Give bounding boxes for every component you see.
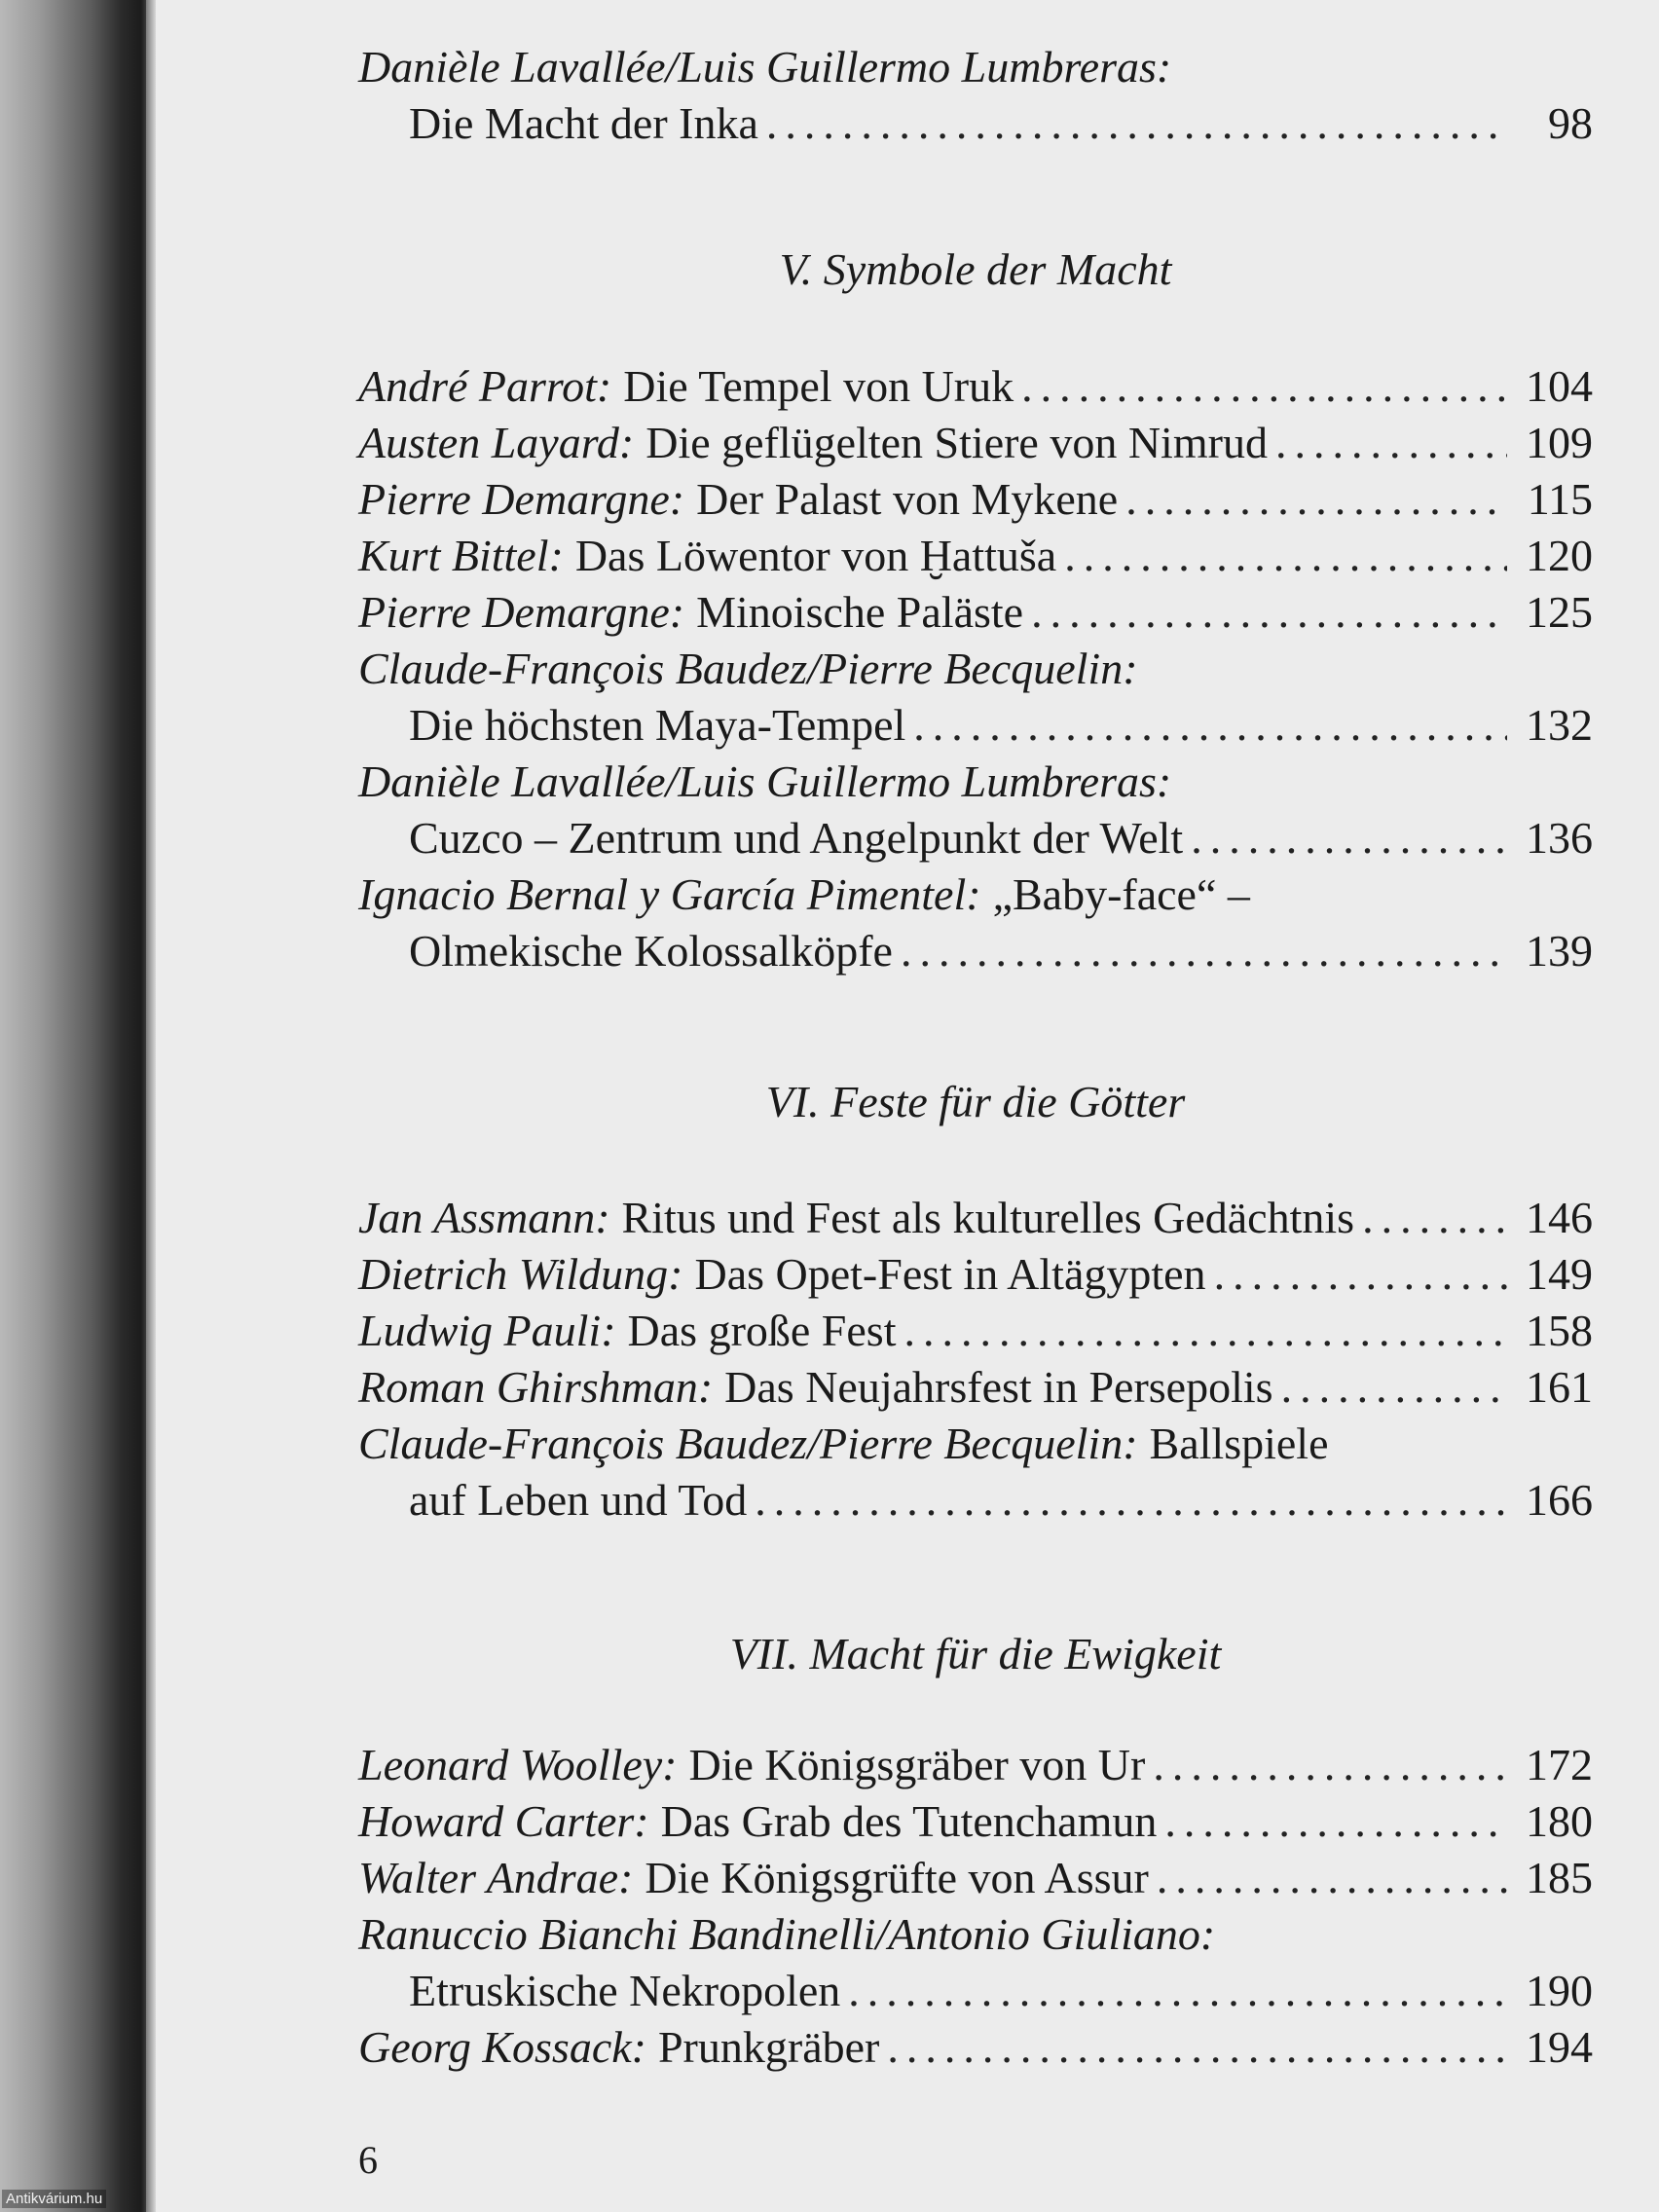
toc-entry [358, 1737, 1593, 1793]
toc-entry [358, 866, 1593, 979]
leader-dots [1021, 358, 1507, 415]
toc-title: Das Opet-Fest in Altägypten [694, 1249, 1206, 1299]
toc-page-number: 149 [1526, 1249, 1593, 1299]
toc-entry [358, 641, 1593, 754]
toc-title: Cuzco – Zentrum und Angelpunkt der Welt [409, 813, 1184, 863]
toc-page-number: 190 [1526, 1966, 1593, 2015]
toc-author: Claude-François Baudez/Pierre Becquelin: [358, 1419, 1138, 1468]
leader-dots [1281, 1359, 1507, 1416]
leader-dots [1191, 810, 1507, 866]
toc-page-number: 104 [1526, 361, 1593, 411]
toc-page-number: 109 [1526, 418, 1593, 467]
toc-entry [358, 2019, 1593, 2076]
toc-entry [358, 1793, 1593, 1850]
toc-page-number: 120 [1526, 531, 1593, 580]
toc-page-number: 161 [1526, 1362, 1593, 1412]
leader-dots [901, 923, 1507, 979]
toc-author: Jan Assmann: [358, 1193, 610, 1242]
toc-title: Prunkgräber [657, 2022, 880, 2072]
toc-entry [358, 1359, 1593, 1416]
toc-entry [358, 528, 1593, 584]
toc-entry [358, 358, 1593, 415]
leader-dots [913, 697, 1507, 754]
toc-author: Pierre Demargne: [358, 587, 685, 637]
toc-author: Roman Ghirshman: [358, 1362, 714, 1412]
toc-entry [358, 415, 1593, 471]
toc-title: Die geflügelten Stiere von Nimrud [645, 418, 1268, 467]
toc-entry [358, 471, 1593, 528]
book-spine-shadow [0, 0, 146, 2212]
toc-page-number: 166 [1526, 1475, 1593, 1525]
toc-entry [358, 1850, 1593, 1906]
leader-dots [1275, 415, 1507, 471]
toc-page-number: 98 [1548, 98, 1593, 148]
toc-author: Claude-François Baudez/Pierre Becquelin: [358, 644, 1138, 693]
toc-title: Die Tempel von Uruk [623, 361, 1014, 411]
section-heading: VI. Feste für die Götter [765, 1077, 1186, 1126]
toc-author: André Parrot: [358, 361, 612, 411]
toc-title: Die Königsgrüfte von Assur [645, 1853, 1149, 1902]
toc-entry [358, 1416, 1593, 1529]
toc-author: Leonard Woolley: [358, 1740, 678, 1789]
toc-entry [358, 1303, 1593, 1359]
leader-dots [1064, 528, 1507, 584]
toc-title: Die Macht der Inka [409, 98, 758, 148]
toc-page-number: 194 [1526, 2022, 1593, 2072]
toc-author: Georg Kossack: [358, 2022, 646, 2072]
toc-author: Austen Layard: [358, 418, 635, 467]
toc-page-number: 115 [1527, 474, 1593, 524]
toc-page-number: 146 [1526, 1193, 1593, 1242]
toc-entry [358, 754, 1593, 866]
toc-author: Ranuccio Bianchi Bandinelli/Antonio Giuliano: [358, 1909, 1216, 1959]
toc-title: „Baby-face“ – [992, 869, 1250, 919]
toc-title: Das Löwentor von Ḫattuša [574, 531, 1057, 580]
toc-title-continued: auf Leben und Tod [409, 1475, 748, 1525]
leader-dots [1214, 1246, 1507, 1303]
toc-title: Der Palast von Mykene [696, 474, 1119, 524]
toc-title: Das Neujahrsfest in Persepolis [724, 1362, 1273, 1412]
toc-title-continued: Olmekische Kolossalköpfe [409, 926, 893, 976]
toc-author: Howard Carter: [358, 1796, 649, 1846]
leader-dots [904, 1303, 1508, 1359]
toc-entry [358, 39, 1593, 152]
toc-author: Danièle Lavallée/Luis Guillermo Lumbreras: [358, 756, 1172, 806]
section-heading: VII. Macht für die Ewigkeit [729, 1629, 1222, 1678]
leader-dots [1164, 1793, 1507, 1850]
toc-page-number: 139 [1526, 926, 1593, 976]
toc-author: Walter Andrae: [358, 1853, 634, 1902]
toc-title: Die Königsgräber von Ur [688, 1740, 1146, 1789]
toc-author: Danièle Lavallée/Luis Guillermo Lumbreras: [358, 42, 1172, 92]
toc-author: Pierre Demargne: [358, 474, 685, 524]
toc-author: Dietrich Wildung: [358, 1249, 683, 1299]
section-heading: V. Symbole der Macht [779, 244, 1172, 294]
toc-page-number: 158 [1526, 1306, 1593, 1355]
toc-author: Kurt Bittel: [358, 531, 564, 580]
toc-page-number: 136 [1526, 813, 1593, 863]
toc-page-number: 132 [1526, 700, 1593, 750]
page-edge [146, 0, 156, 2212]
toc-page-number: 172 [1526, 1740, 1593, 1789]
toc-title: Das große Fest [627, 1306, 897, 1355]
leader-dots [1362, 1190, 1507, 1246]
leader-dots [1125, 471, 1507, 528]
toc-title: Die höchsten Maya-Tempel [409, 700, 906, 750]
leader-dots [755, 1472, 1507, 1529]
leader-dots [1031, 584, 1507, 641]
toc-page-number: 180 [1526, 1796, 1593, 1846]
toc-author: Ludwig Pauli: [358, 1306, 616, 1355]
leader-dots [887, 2019, 1507, 2076]
toc-entry [358, 1906, 1593, 2019]
toc-page-number: 125 [1526, 587, 1593, 637]
watermark: Antikvárium.hu [2, 2190, 106, 2208]
toc-page-number: 185 [1526, 1853, 1593, 1902]
toc-entry [358, 1190, 1593, 1246]
toc-title: Etruskische Nekropolen [409, 1966, 841, 2015]
leader-dots [848, 1963, 1507, 2019]
toc-title: Ritus und Fest als kulturelles Gedächtnis [621, 1193, 1355, 1242]
leader-dots [1153, 1737, 1507, 1793]
toc-title: Ballspiele [1149, 1419, 1329, 1468]
leader-dots [1157, 1850, 1507, 1906]
toc-entry [358, 584, 1593, 641]
page-number-folio: 6 [358, 2138, 378, 2182]
leader-dots [766, 95, 1507, 152]
toc-entry [358, 1246, 1593, 1303]
toc-title: Das Grab des Tutenchamun [660, 1796, 1158, 1846]
toc-author: Ignacio Bernal y García Pimentel: [358, 869, 981, 919]
toc-title: Minoische Paläste [696, 587, 1024, 637]
